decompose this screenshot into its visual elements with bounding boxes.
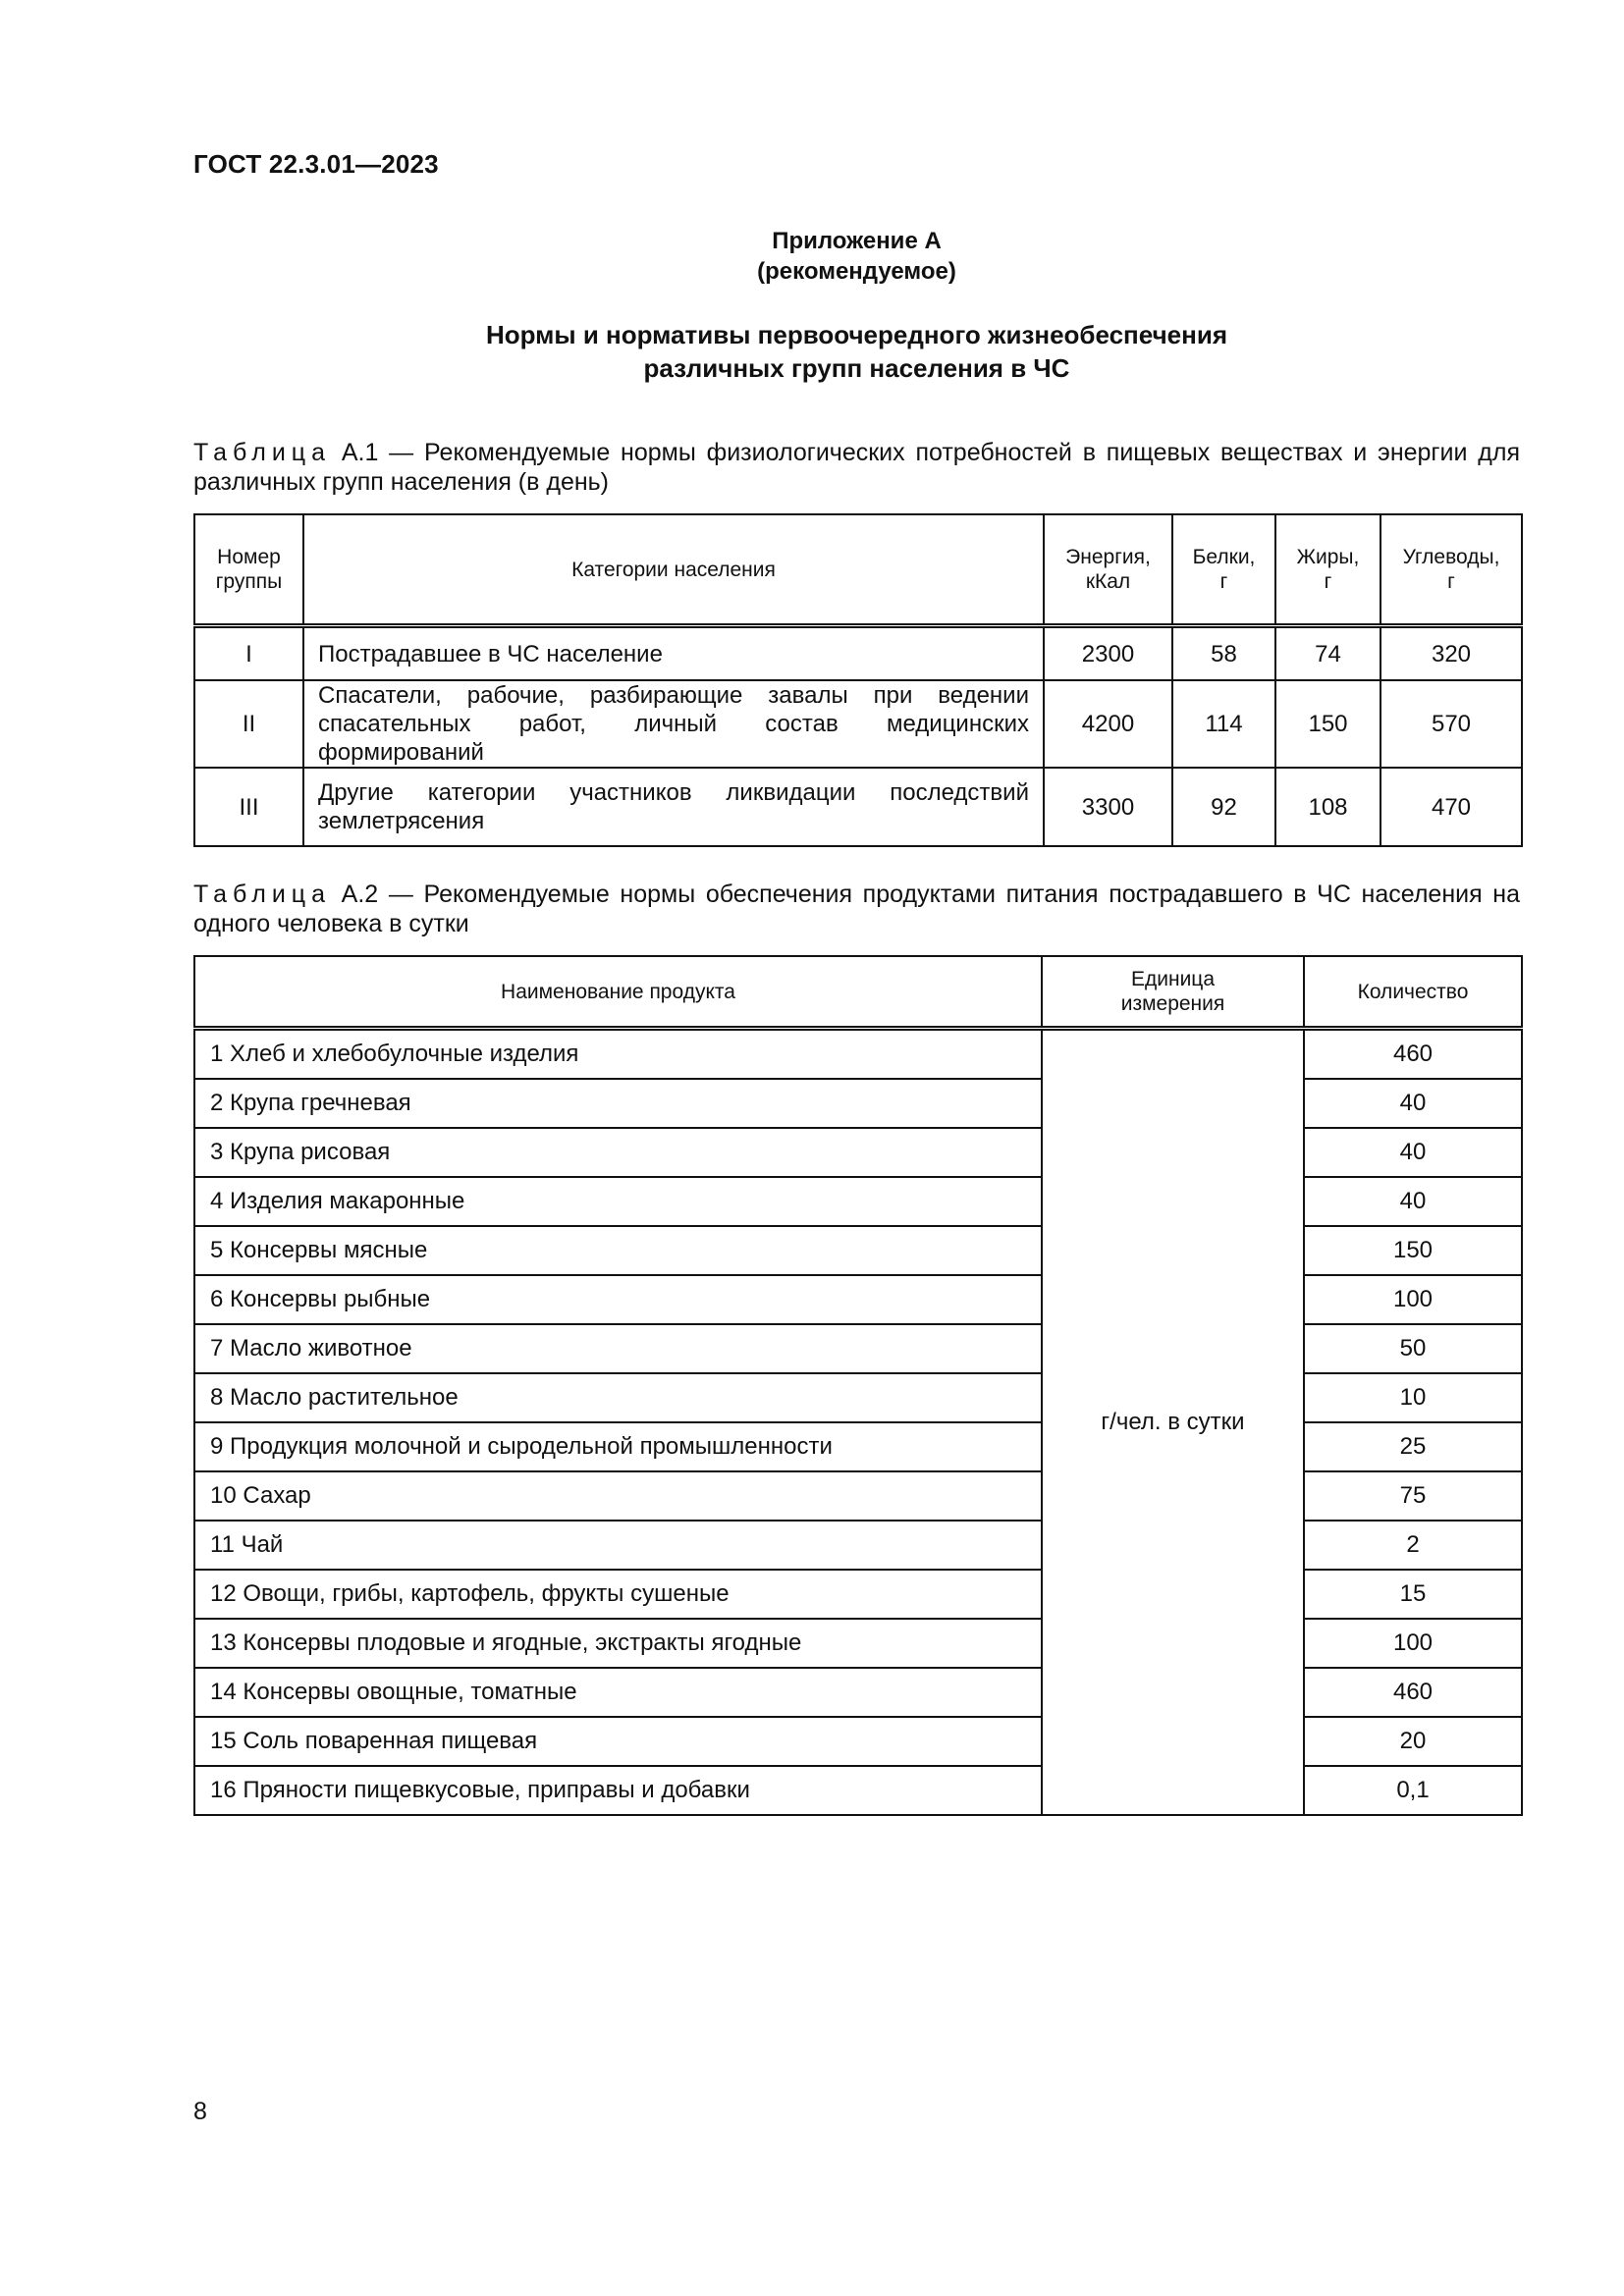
table2-caption-text: А.2 — Рекомендуемые нормы обеспечения продуктами питания пострадавшего в ЧС населения на одного человека в сутки	[193, 881, 1520, 937]
energy-cell: 2300	[1044, 626, 1172, 681]
quantity-cell: 460	[1304, 1029, 1522, 1080]
table2-header-row	[194, 956, 1522, 1029]
unit-cell: г/чел. в сутки	[1042, 1029, 1304, 1816]
group-cell: I	[194, 626, 303, 681]
quantity-cell: 25	[1304, 1422, 1522, 1471]
fat-cell: 74	[1275, 626, 1380, 681]
product-name-cell: 1 Хлеб и хлебобулочные изделия	[194, 1029, 1042, 1080]
table-row	[194, 1422, 1522, 1471]
quantity-cell: 20	[1304, 1717, 1522, 1766]
quantity-cell: 10	[1304, 1373, 1522, 1422]
table-row	[194, 680, 1522, 768]
header-unit: Единица измерения	[1042, 956, 1304, 1029]
category-cell: Другие категории участников ликвидации последствий землетрясения	[303, 768, 1044, 846]
header-fat: Жиры, г	[1275, 514, 1380, 626]
table1-header-row	[194, 514, 1522, 626]
carb-cell: 570	[1380, 680, 1522, 768]
appendix-title: Приложение А	[772, 228, 942, 254]
header-group-number: Номер группы	[194, 514, 303, 626]
product-name-cell: 12 Овощи, грибы, картофель, фрукты сушеные	[194, 1570, 1042, 1619]
energy-cell: 4200	[1044, 680, 1172, 768]
header-carbohydrates: Углеводы, г	[1380, 514, 1522, 626]
nutrition-norms-table	[193, 513, 1523, 847]
product-name-cell: 15 Соль поваренная пищевая	[194, 1717, 1042, 1766]
carb-cell: 320	[1380, 626, 1522, 681]
quantity-cell: 75	[1304, 1471, 1522, 1521]
product-name-cell: 14 Консервы овощные, томатные	[194, 1668, 1042, 1717]
group-cell: III	[194, 768, 303, 846]
section-title-line1: Нормы и нормативы первоочередного жизнеобеспечения	[485, 320, 1227, 349]
product-name-cell: 6 Консервы рыбные	[194, 1275, 1042, 1324]
table-row	[194, 1226, 1522, 1275]
table-row	[194, 1717, 1522, 1766]
document-code: ГОСТ 22.3.01—2023	[193, 149, 439, 179]
table2-caption-label: Таблица	[193, 881, 332, 908]
product-name-cell: 3 Крупа рисовая	[194, 1128, 1042, 1177]
table-row	[194, 1373, 1522, 1422]
quantity-cell: 40	[1304, 1079, 1522, 1128]
quantity-cell: 460	[1304, 1668, 1522, 1717]
appendix-status: (рекомендуемое)	[757, 258, 956, 285]
protein-cell: 58	[1172, 626, 1275, 681]
header-energy: Энергия, кКал	[1044, 514, 1172, 626]
table-row	[194, 1079, 1522, 1128]
table-row	[194, 626, 1522, 681]
quantity-cell: 40	[1304, 1128, 1522, 1177]
table-row	[194, 1275, 1522, 1324]
product-name-cell: 10 Сахар	[194, 1471, 1042, 1521]
quantity-cell: 50	[1304, 1324, 1522, 1373]
table-row	[194, 1324, 1522, 1373]
protein-cell: 92	[1172, 768, 1275, 846]
appendix-heading	[193, 226, 1520, 287]
table-row	[194, 1570, 1522, 1619]
product-name-cell: 2 Крупа гречневая	[194, 1079, 1042, 1128]
product-name-cell: 7 Масло животное	[194, 1324, 1042, 1373]
quantity-cell: 15	[1304, 1570, 1522, 1619]
product-name-cell: 9 Продукция молочной и сыродельной промышленности	[194, 1422, 1042, 1471]
product-name-cell: 16 Пряности пищевкусовые, приправы и добавки	[194, 1766, 1042, 1815]
product-name-cell: 8 Масло растительное	[194, 1373, 1042, 1422]
quantity-cell: 2	[1304, 1521, 1522, 1570]
table-row	[194, 1766, 1522, 1815]
quantity-cell: 100	[1304, 1619, 1522, 1668]
quantity-cell: 100	[1304, 1275, 1522, 1324]
category-cell: Спасатели, рабочие, разбирающие завалы при ведении спасательных работ, личный состав медицинских формирований	[303, 680, 1044, 768]
category-cell: Пострадавшее в ЧС население	[303, 626, 1044, 681]
group-cell: II	[194, 680, 303, 768]
table-row	[194, 1029, 1522, 1080]
quantity-cell: 40	[1304, 1177, 1522, 1226]
header-protein: Белки, г	[1172, 514, 1275, 626]
energy-cell: 3300	[1044, 768, 1172, 846]
fat-cell: 108	[1275, 768, 1380, 846]
product-name-cell: 4 Изделия макаронные	[194, 1177, 1042, 1226]
table1-caption-text: А.1 — Рекомендуемые нормы физиологических потребностей в пищевых веществах и энергии для различных групп населения (в день)	[193, 439, 1520, 496]
product-name-cell: 13 Консервы плодовые и ягодные, экстракты ягодные	[194, 1619, 1042, 1668]
table-row	[194, 1521, 1522, 1570]
table-row	[194, 1619, 1522, 1668]
quantity-cell: 150	[1304, 1226, 1522, 1275]
page-number: 8	[193, 2098, 207, 2125]
food-supply-table	[193, 955, 1523, 1816]
table-row	[194, 1668, 1522, 1717]
table1-caption-label: Таблица	[193, 439, 332, 466]
section-title-line2: различных групп населения в ЧС	[643, 353, 1070, 383]
header-product-name: Наименование продукта	[194, 956, 1042, 1029]
section-heading	[193, 318, 1520, 385]
carb-cell: 470	[1380, 768, 1522, 846]
table-row	[194, 768, 1522, 846]
table-row	[194, 1471, 1522, 1521]
quantity-cell: 0,1	[1304, 1766, 1522, 1815]
table-row	[194, 1177, 1522, 1226]
protein-cell: 114	[1172, 680, 1275, 768]
fat-cell: 150	[1275, 680, 1380, 768]
table1-caption	[193, 438, 1520, 497]
header-quantity: Количество	[1304, 956, 1522, 1029]
product-name-cell: 11 Чай	[194, 1521, 1042, 1570]
table2-caption	[193, 880, 1520, 938]
table-row	[194, 1128, 1522, 1177]
header-category: Категории населения	[303, 514, 1044, 626]
product-name-cell: 5 Консервы мясные	[194, 1226, 1042, 1275]
